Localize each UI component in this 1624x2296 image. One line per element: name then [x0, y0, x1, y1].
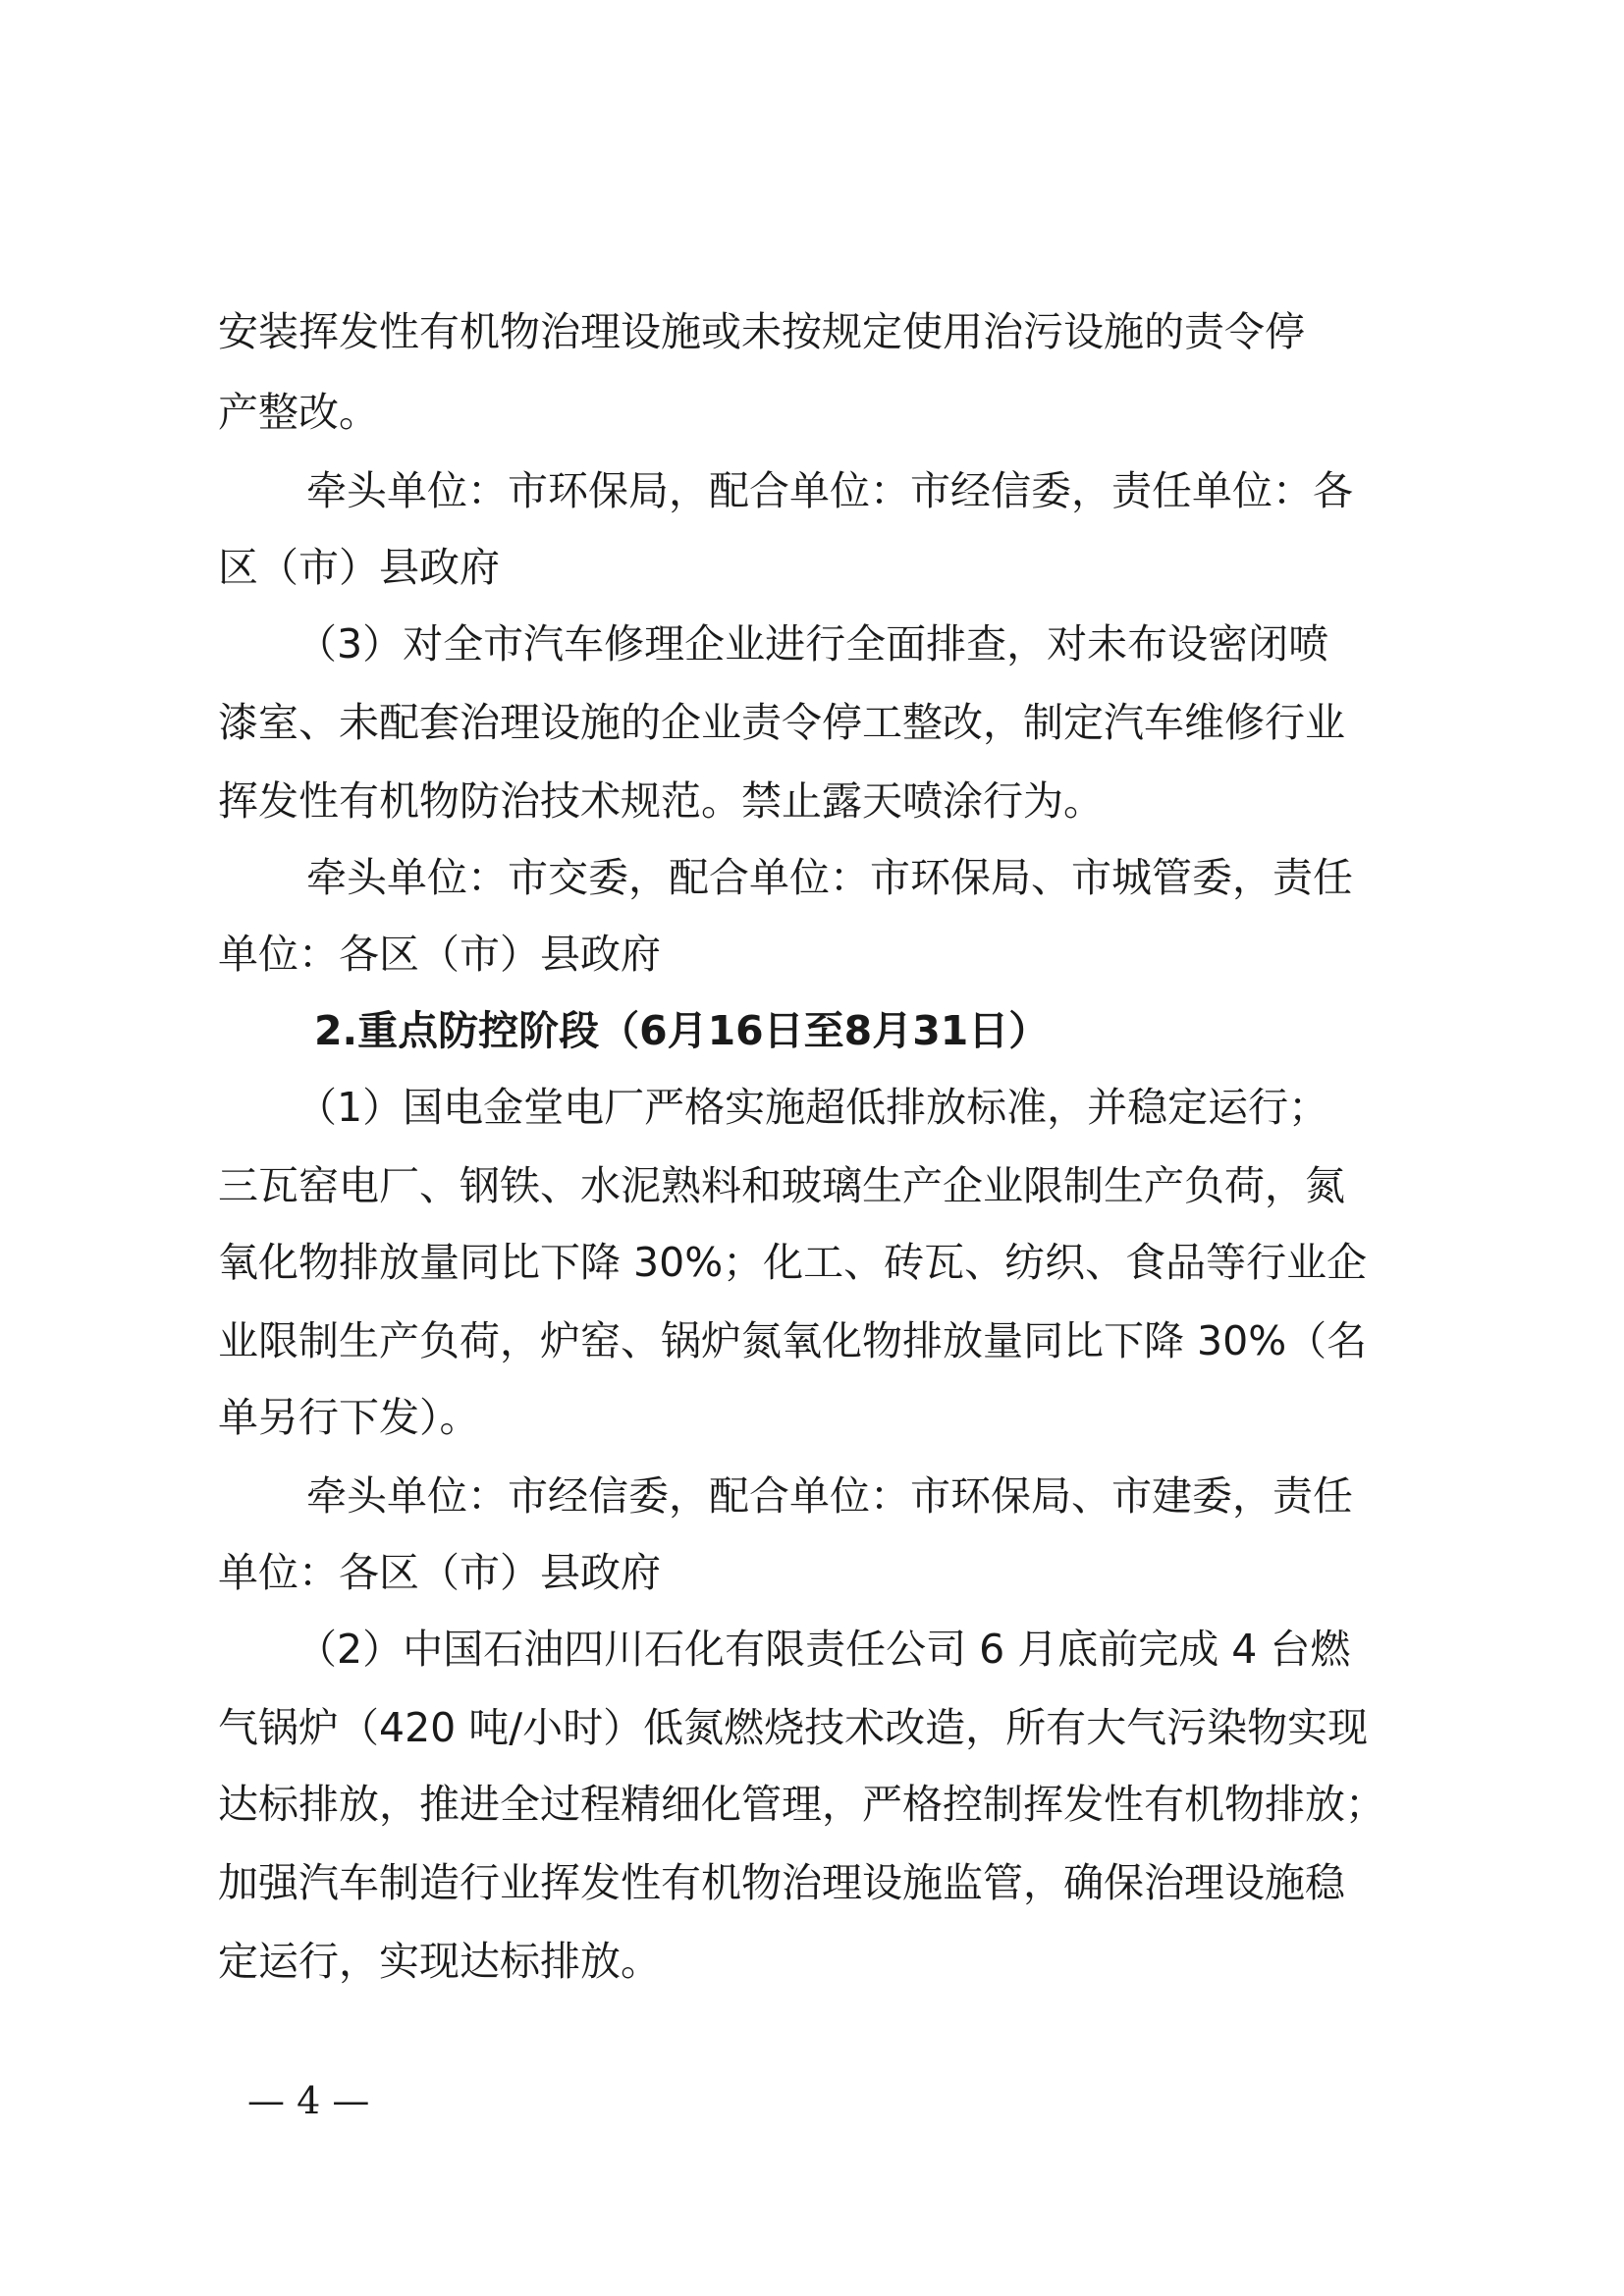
text-line: 业限制生产负荷，炉窑、锅炉氮氧化物排放量同比下降 30%（名: [218, 1317, 1368, 1364]
text-line: 区（市）县政府: [218, 544, 500, 591]
text-line: 三瓦窑电厂、钢铁、水泥熟料和玻璃生产企业限制生产负荷，氮: [218, 1162, 1345, 1209]
text-line: 定运行，实现达标排放。: [218, 1938, 661, 1985]
text-line: 加强汽车制造行业挥发性有机物治理设施监管，确保治理设施稳: [218, 1859, 1345, 1906]
text-line: （3）对全市汽车修理企业进行全面排查，对未布设密闭喷: [297, 620, 1329, 667]
text-line: 安装挥发性有机物治理设施或未按规定使用治污设施的责令停: [218, 308, 1305, 355]
page-number: — 4 —: [247, 2079, 370, 2122]
text-line: 单位：各区（市）县政府: [218, 1549, 661, 1596]
section-heading: 2.重点防控阶段（6月16日至8月31日）: [314, 1007, 1050, 1054]
text-line: 单位：各区（市）县政府: [218, 931, 661, 978]
text-line: 氧化物排放量同比下降 30%；化工、砖瓦、纺织、食品等行业企: [218, 1239, 1368, 1286]
text-line: 产整改。: [218, 389, 379, 436]
text-line: 达标排放，推进全过程精细化管理，严格控制挥发性有机物排放；: [218, 1781, 1385, 1828]
text-line: 牵头单位：市环保局，配合单位：市经信委，责任单位：各: [306, 467, 1353, 514]
text-line: 漆室、未配套治理设施的企业责令停工整改，制定汽车维修行业: [218, 699, 1345, 746]
text-line: 气锅炉（420 吨/小时）低氮燃烧技术改造，所有大气污染物实现: [218, 1704, 1369, 1751]
text-line: 牵头单位：市经信委，配合单位：市环保局、市建委，责任: [306, 1472, 1353, 1520]
text-line: 单另行下发）。: [218, 1394, 480, 1441]
text-line: 挥发性有机物防治技术规范。禁止露天喷涂行为。: [218, 777, 1104, 825]
text-line: 牵头单位：市交委，配合单位：市环保局、市城管委，责任: [306, 854, 1353, 901]
text-line: （1）国电金堂电厂严格实施超低排放标准，并稳定运行；: [297, 1084, 1329, 1131]
text-line: （2）中国石油四川石化有限责任公司 6 月底前完成 4 台燃: [297, 1626, 1351, 1673]
